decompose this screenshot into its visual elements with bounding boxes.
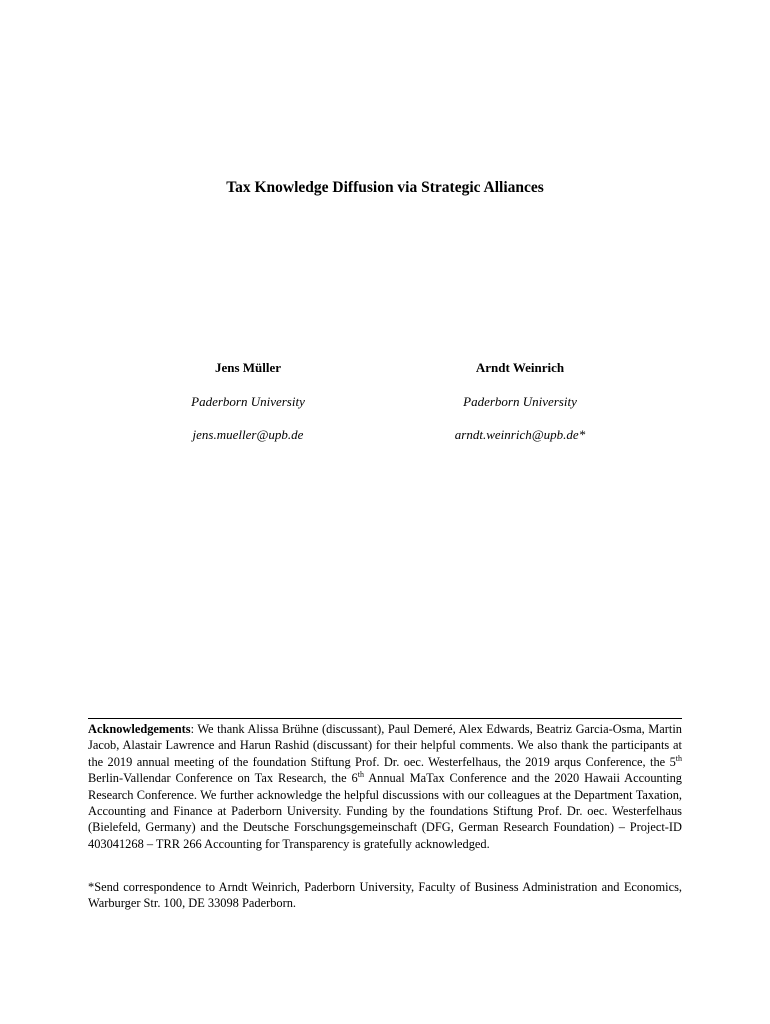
acknowledgements-label: Acknowledgements (88, 722, 191, 736)
author-name: Arndt Weinrich (475, 360, 565, 375)
ordinal-superscript: th (357, 770, 364, 780)
acknowledgements-text: Annual MaTax Conference and the 2020 Hawaii Accounting Research Conference. We further acknowledge the helpful discussions with our colleagues at the Department Taxation, Accounting and Finance at Paderborn University. Funding by the foundations Stiftung Prof. Dr. oec. Westerfelhaus (Bielefeld, Germany) and the Deutsche Forschungsgemeinschaft (DFG, German Research Foundation) – Project-ID 403041268 – TRR 266 Accounting for Transparency is gratefully acknowledged. (88, 771, 682, 851)
author-name: Jens Müller (214, 360, 282, 375)
paper-title: Tax Knowledge Diffusion via Strategic Alliances (226, 179, 544, 196)
author-email: arndt.weinrich@upb.de* (454, 427, 586, 442)
author-affiliation: Paderborn University (463, 394, 577, 409)
author-email: jens.mueller@upb.de (192, 427, 304, 442)
acknowledgements-text: : We thank Alissa Brühne (discussant), Paul Demeré, Alex Edwards, Beatriz Garcia-Osma, Martin Jacob, Alastair Lawrence and Harun Rashid (discussant) for their helpful comments. We also thank the participants at the 2019 annual meeting of the foundation Stiftung Prof. Dr. oec. Westerfelhaus, the 2019 arqus Conference, the 5 (88, 722, 682, 769)
ordinal-superscript: th (675, 753, 682, 763)
acknowledgements-paragraph (88, 721, 682, 852)
correspondence-note: *Send correspondence to Arndt Weinrich, Paderborn University, Faculty of Business Administration and Economics, Warburger Str. 100, DE 33098 Paderborn. (88, 880, 682, 911)
author-affiliation: Paderborn University (191, 394, 305, 409)
footnote-divider (88, 718, 682, 719)
acknowledgements-text: Berlin-Vallendar Conference on Tax Research, the 6 (88, 771, 358, 786)
